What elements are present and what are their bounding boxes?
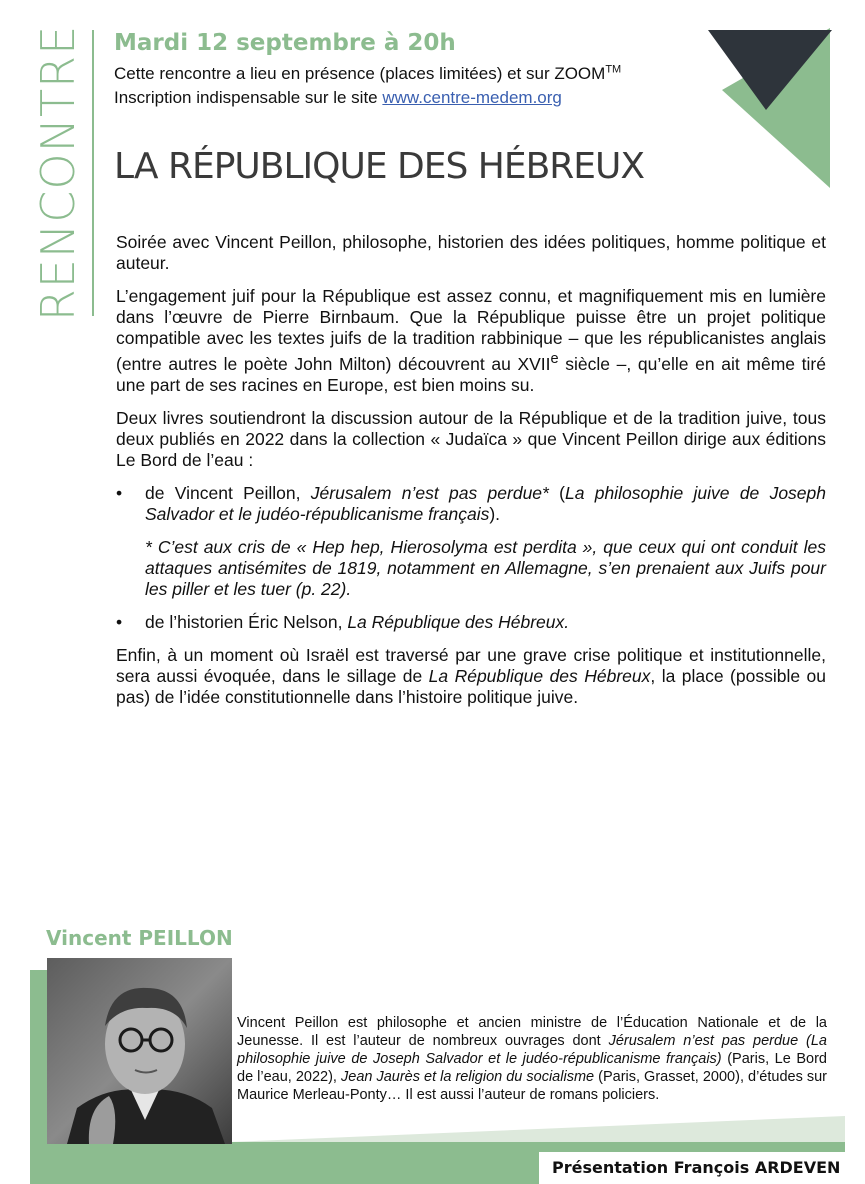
book-subtitle: La philosophie juive de Joseph Salvador et le judéo-républicanisme français	[145, 482, 826, 524]
bullet-icon: •	[116, 611, 123, 632]
registration-info: Inscription indispensable sur le site www.centre-medem.org	[114, 88, 562, 107]
attendance-info: Cette rencontre a lieu en présence (places limitées) et sur ZOOM™	[114, 63, 622, 83]
book-title: Jérusalem n’est pas perdue*	[310, 482, 549, 503]
paragraph-conclusion: Enfin, à un moment où Israël est traversé par une grave crise politique et institutionnelle, sera aussi évoquée, dans le sillage de La République des Hébreux, la place (possible ou pas) de l’idée constitutionnelle dans l’histoire politique juive.	[116, 644, 826, 707]
light-green-wedge	[230, 1116, 845, 1142]
list-item: • de l’historien Éric Nelson, La République des Hébreux.	[116, 611, 570, 632]
vertical-divider	[92, 30, 94, 316]
bullet-icon: •	[116, 482, 123, 503]
paragraph-intro: Soirée avec Vincent Peillon, philosophe, historien des idées politiques, homme politique et auteur.	[116, 232, 826, 273]
page-title: LA RÉPUBLIQUE DES HÉBREUX	[114, 146, 645, 187]
paragraph-books: Deux livres soutiendront la discussion autour de la République et de la tradition juive, tous deux publiés en 2022 dans la collection « Judaïca » que Vincent Peillon dirige aux éditions Le Bord de l’eau :	[116, 407, 826, 470]
paragraph-engagement: L’engagement juif pour la République est assez connu, et magnifiquement mis en lumière dans l’œuvre de Pierre Birnbaum. Que la République puisse être un projet politique compatible avec les textes juifs de la tradition rabbinique – que les républicanistes anglais (entre autres le poète John Milton) découvrent au XVIIe siècle –, qu’elle en ait même tiré une part de ses racines en Europe, est bien moins su.	[116, 286, 826, 395]
section-label: RENCONTRE	[31, 24, 85, 322]
footnote: * C’est aux cris de « Hep hep, Hierosolyma est perdita », que ceux qui ont conduit les attaques antisémites de 1819, notamment en Allemagne, s’en prenaient aux Juifs pour les piller et les tuer (p. 22).	[145, 536, 826, 599]
corner-triangles-decoration	[700, 28, 840, 192]
trademark-sup: TM	[605, 63, 622, 76]
main-text	[116, 232, 826, 720]
list-item: • de Vincent Peillon, Jérusalem n’est pas perdue* (La philosophie juive de Joseph Salvador et le judéo-républicanisme français).	[116, 482, 826, 524]
speaker-bio: Vincent Peillon est philosophe et ancien ministre de l’Éducation Nationale et de la Jeunesse. Il est l’auteur de nombreux ouvrages dont Jérusalem n’est pas perdue (La philosophie juive de Joseph Salvador et le judéo-républicanisme français) (Paris, Le Bord de l’eau, 2022), Jean Jaurès et la religion du socialisme (Paris, Grasset, 2000), d’études sur Maurice Merleau-Ponty… Il est aussi l’auteur de romans policiers.	[237, 1015, 828, 1103]
green-bar-left	[30, 970, 48, 1184]
book-title: La République des Hébreux.	[347, 611, 570, 632]
speaker-name: Vincent PEILLON	[46, 926, 233, 950]
website-link[interactable]: www.centre-medem.org	[382, 88, 562, 107]
event-date: Mardi 12 septembre à 20h	[114, 30, 456, 56]
presenter-credit: Présentation François ARDEVEN	[552, 1158, 841, 1177]
speaker-photo	[47, 958, 232, 1144]
